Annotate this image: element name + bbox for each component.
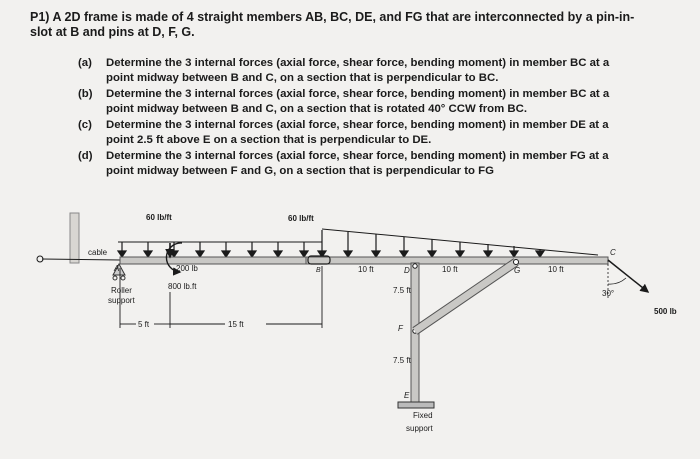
angle-30-label: 30°: [602, 289, 615, 298]
point-f-label: F: [398, 324, 403, 333]
point-b-label: B: [316, 267, 321, 274]
point-c-label: C: [610, 248, 616, 257]
dim-75ft-1: 7.5 ft: [393, 286, 411, 295]
part-a-text: Determine the 3 internal forces (axial force, shear force, bending moment) in member BC at a point midway between B and C, on a section that is perpendicular to BC.: [106, 57, 610, 84]
distributed-load-left: [118, 242, 322, 257]
point-d-label: D: [404, 266, 410, 275]
load-left-label: 60 lb/ft: [146, 213, 172, 222]
dim-10ft-3: 10 ft: [548, 265, 564, 274]
dim-10ft-2: 10 ft: [442, 265, 458, 274]
parts-list: [78, 56, 638, 180]
point-a-label: A: [114, 264, 120, 273]
part-b-label: (b): [78, 88, 93, 100]
roller-label-1: Roller: [111, 286, 132, 295]
force-200-label: 200 lb: [176, 264, 198, 273]
member-bc: [306, 257, 608, 264]
cable-label: cable: [88, 248, 108, 257]
part-a-label: (a): [78, 57, 92, 69]
dim-10ft-1: 10 ft: [358, 265, 374, 274]
part-d-text: Determine the 3 internal forces (axial force, shear force, bending moment) in member FG at a point midway between F and G, on a section that is perpendicular to FG: [106, 150, 609, 177]
roller-label-2: support: [108, 296, 135, 305]
part-c: [78, 118, 638, 148]
part-d: [78, 149, 638, 179]
pin-d: [413, 264, 417, 268]
part-c-text: Determine the 3 internal forces (axial force, shear force, bending moment) in member DE at a point 2.5 ft above E on a section that is perpendicular to DE.: [106, 119, 609, 146]
fixed-label-2: support: [406, 424, 433, 433]
left-wall: [70, 213, 79, 263]
point-e-label: E: [404, 391, 410, 400]
dim-75ft-2: 7.5 ft: [393, 356, 411, 365]
part-d-label: (d): [78, 150, 93, 162]
part-b-text: Determine the 3 internal forces (axial force, shear force, bending moment) in member BC at a point midway between B and C, on a section that is rotated 40° CCW from BC.: [106, 88, 610, 115]
point-g-label: G: [514, 266, 521, 275]
fixed-label-1: Fixed: [413, 411, 433, 420]
part-b: [78, 87, 638, 117]
dimension-lines: [120, 266, 322, 328]
frame-diagram: [0, 195, 700, 459]
moment-800-label: 800 lb.ft: [168, 282, 197, 291]
problem-statement: P1) A 2D frame is made of 4 straight members AB, BC, DE, and FG that are interconnected by a pin-in-slot at B and pins at D, F, G.: [30, 10, 635, 39]
part-c-label: (c): [78, 119, 92, 131]
member-fg: [415, 262, 516, 331]
pin-g: [514, 260, 519, 265]
distributed-load-right: [318, 229, 598, 257]
member-ab: [120, 257, 325, 264]
part-a: [78, 56, 638, 86]
force-500-label: 500 lb: [654, 307, 677, 316]
dim-5ft: 5 ft: [138, 320, 150, 329]
fixed-support-e: [398, 402, 434, 408]
load-right-label: 60 lb/ft: [288, 214, 314, 223]
dim-15ft: 15 ft: [228, 320, 244, 329]
